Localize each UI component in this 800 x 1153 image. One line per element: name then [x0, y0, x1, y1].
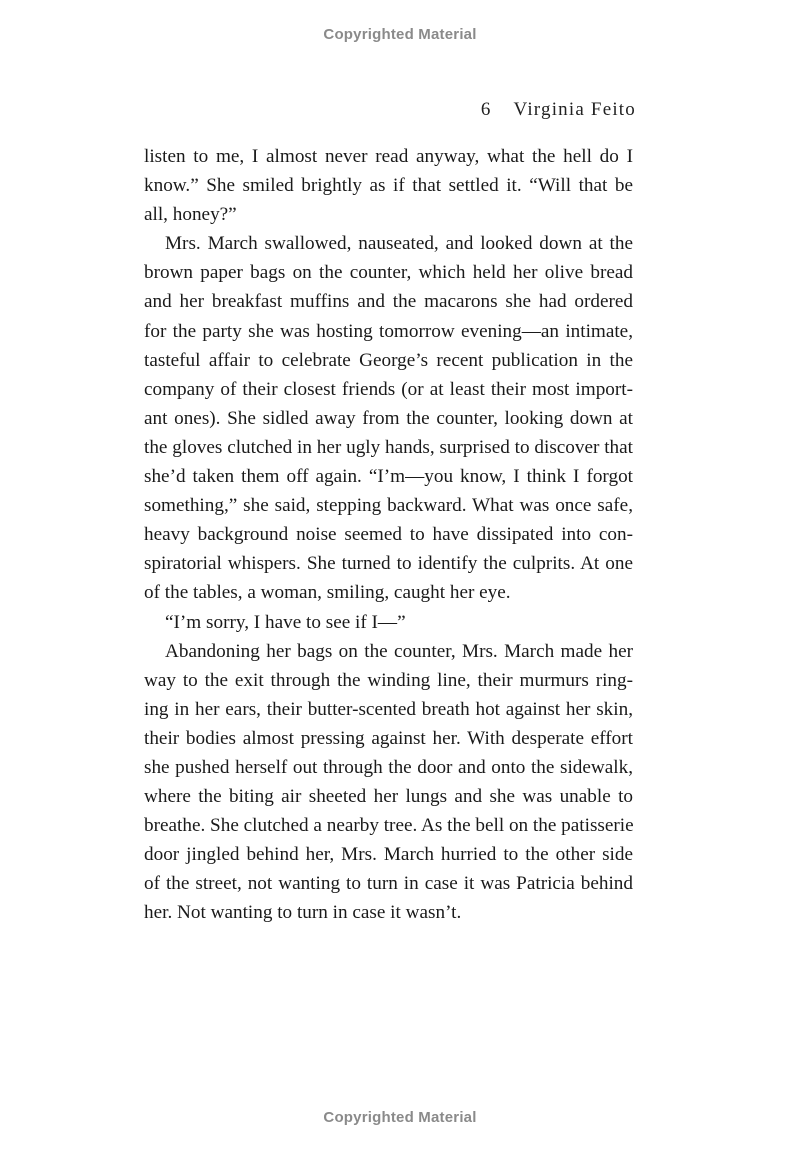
- body-line: heavy background noise seemed to have dissipated into con-: [144, 524, 633, 546]
- body-line: she’d taken them off again. “I’m—you know, I think I forgot: [144, 466, 633, 488]
- body-line: all, honey?”: [144, 204, 237, 226]
- body-line: tasteful affair to celebrate George’s recent publication in the: [144, 349, 633, 371]
- body-line: listen to me, I almost never read anyway, what the hell do I: [144, 146, 633, 167]
- body-line: she pushed herself out through the door and onto the sidewalk,: [144, 756, 633, 778]
- body-line: and her breakfast muffins and the macarons she had ordered: [144, 291, 633, 313]
- author-name: Virginia Feito: [513, 99, 636, 120]
- body-line: Abandoning her bags on the counter, Mrs. March made her: [165, 640, 633, 662]
- running-head: [481, 99, 636, 121]
- body-line: of the street, not wanting to turn in case it was Patricia behind: [144, 873, 633, 895]
- body-line: ing in her ears, their butter-scented breath hot against her skin,: [144, 698, 633, 720]
- body-line: something,” she said, stepping backward. What was once safe,: [144, 495, 633, 517]
- body-line: spiratorial whispers. She turned to identify the culprits. At one: [144, 553, 633, 575]
- page-number: 6: [480, 99, 492, 120]
- body-line: “I’m sorry, I have to see if I—”: [165, 611, 406, 633]
- body-line: way to the exit through the winding line, their murmurs ring-: [144, 669, 633, 691]
- body-line: where the biting air sheeted her lungs and she was unable to: [144, 786, 633, 808]
- body-line: ant ones). She sidled away from the counter, looking down at: [144, 407, 633, 429]
- body-line: for the party she was hosting tomorrow evening—an intimate,: [144, 320, 633, 342]
- body-line: the gloves clutched in her ugly hands, surprised to discover that: [144, 436, 633, 458]
- body-line: brown paper bags on the counter, which held her olive bread: [144, 262, 633, 284]
- body-text: [144, 142, 633, 928]
- body-line: of the tables, a woman, smiling, caught her eye.: [144, 582, 511, 604]
- body-line: door jingled behind her, Mrs. March hurried to the other side: [144, 844, 633, 866]
- body-line: know.” She smiled brightly as if that settled it. “Will that be: [144, 175, 633, 197]
- body-line: breathe. She clutched a nearby tree. As the bell on the patisserie: [144, 815, 634, 837]
- body-line: their bodies almost pressing against her. With desperate effort: [144, 727, 633, 749]
- body-line: her. Not wanting to turn in case it wasn’t.: [144, 902, 462, 924]
- copyright-watermark-bottom: Copyrighted Material: [323, 1109, 477, 1126]
- copyright-watermark-top: Copyrighted Material: [323, 26, 477, 43]
- body-line: company of their closest friends (or at least their most import-: [144, 378, 633, 400]
- body-line: Mrs. March swallowed, nauseated, and looked down at the: [165, 233, 633, 255]
